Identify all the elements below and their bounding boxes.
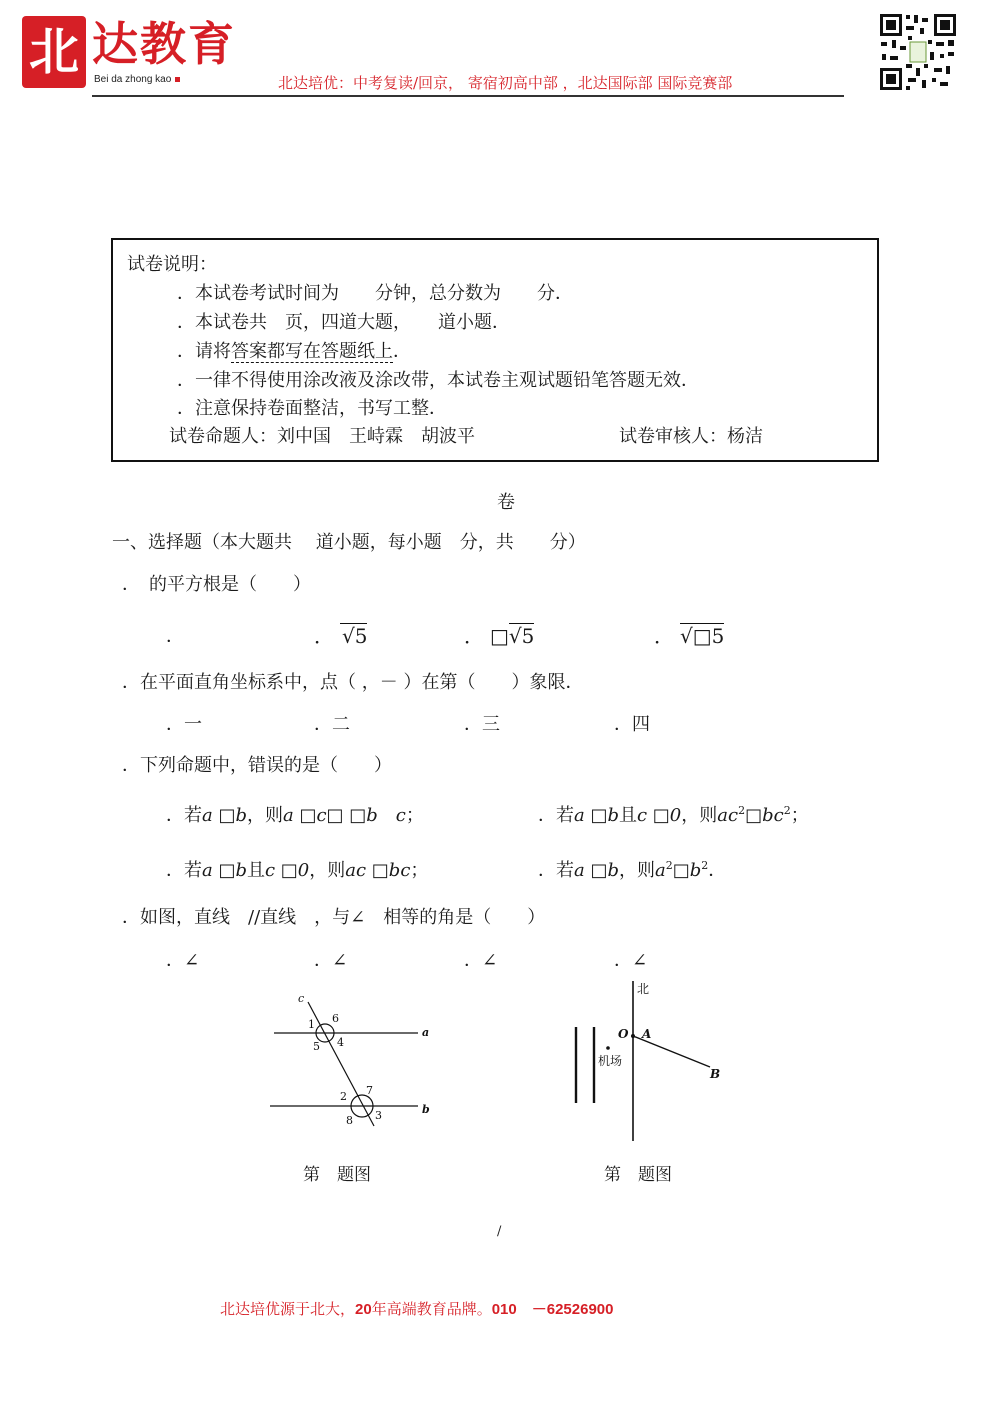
q4-option-c: ．∠ (464, 950, 498, 971)
label-airport: 机场 (598, 1054, 623, 1068)
angle-label-8: 8 (346, 1114, 353, 1127)
angle-label-4: 4 (337, 1036, 344, 1049)
header-slogan: 北达培优：中考复读/回京， 寄宿初高中部 ，北达国际部 国际竞赛部 (278, 74, 733, 92)
label-north: 北 (637, 982, 650, 996)
instructions-title: 试卷说明： (127, 254, 217, 275)
qr-code-icon (878, 12, 958, 92)
q1-option-d: ． √□5 (654, 624, 725, 648)
q1-stem: ． 的平方根是（ ） (122, 574, 311, 595)
q4-stem: ．如图，直线 //直线 ，与∠ 相等的角是（ ） (122, 907, 546, 928)
header-divider (92, 95, 844, 97)
page-mark: / (497, 1224, 502, 1239)
angle-label-2: 2 (340, 1090, 347, 1103)
angle-label-1: 1 (308, 1018, 315, 1031)
figure-parallel-lines (262, 988, 442, 1128)
q1-option-c: ． □√5 (464, 624, 535, 648)
q3-stem: ．下列命题中，错误的是（ ） (122, 755, 392, 776)
q3-option-a: ．若a □b，则a □c□ □b c； (166, 805, 424, 826)
q2-option-b: ．二 (314, 714, 350, 735)
q4-option-d: ．∠ (614, 950, 648, 971)
airport-point (606, 1046, 610, 1050)
q2-option-c: ．三 (464, 714, 500, 735)
q2-option-a: ．一 (166, 714, 202, 735)
exam-authors: 试卷命题人：刘中国 王峙霖 胡波平 (169, 426, 475, 447)
q3-option-d: ．若a □b，则$a^2□b^2$． (538, 859, 727, 881)
angle-label-3: 3 (375, 1109, 382, 1122)
volume-label: 卷 (497, 492, 515, 513)
exam-reviewer: 试卷审核人：杨洁 (619, 426, 763, 447)
q1-option-b: ． √5 (314, 624, 368, 648)
figure-airport-bearing (560, 975, 730, 1145)
logo-subtitle: Bei da zhong kao (94, 74, 180, 85)
q2-stem: ．在平面直角坐标系中，点（ ，－ ）在第（ ）象限． (122, 672, 584, 693)
figure2-caption: 第 题图 (604, 1165, 672, 1185)
q1-option-a: ． (166, 626, 184, 647)
q4-option-a: ．∠ (166, 950, 200, 971)
angle-label-6: 6 (332, 1012, 339, 1025)
label-a: a (422, 1026, 430, 1039)
exam-instructions-box (111, 238, 879, 462)
q2-option-d: ．四 (614, 714, 650, 735)
q3-option-c: ．若a □b且c □0，则ac □bc； (166, 860, 429, 881)
instruction-line-1: ．本试卷考试时间为 分钟，总分数为 分． (177, 283, 573, 304)
angle-label-7: 7 (366, 1084, 373, 1097)
logo-mark: 北 (22, 16, 86, 88)
instruction-line-5: ．注意保持卷面整洁，书写工整． (177, 398, 447, 419)
instruction-line-4: ．一律不得使用涂改液及涂改带，本试卷主观试题铅笔答题无效． (177, 370, 699, 391)
point-a (631, 1034, 635, 1038)
logo-text: 达教育 (92, 17, 236, 71)
figure1-caption: 第 题图 (303, 1165, 371, 1185)
label-b-point: B (710, 1067, 721, 1081)
label-b: b (422, 1103, 430, 1116)
q4-option-b: ．∠ (314, 950, 348, 971)
angle-label-5: 5 (313, 1040, 320, 1053)
line-c (308, 1002, 374, 1126)
underlined-phrase: 答案都写在答题纸上 (231, 341, 393, 362)
footer-text: 北达培优源于北大，20年高端教育品牌。010 －62526900 (220, 1301, 614, 1318)
instruction-line-3: ．请将答案都写在答题纸上． (177, 341, 411, 362)
q3-option-b: ．若a □b且c □0，则$ac^2□bc^2$； (538, 804, 809, 826)
label-c: c (298, 992, 305, 1005)
instruction-line-2: ．本试卷共 页，四道大题， 道小题． (177, 312, 510, 333)
label-o: O (618, 1027, 629, 1041)
section-title: 一、选择题（本大题共 道小题，每小题 分，共 分） (112, 532, 586, 553)
label-a-point: A (642, 1027, 652, 1041)
